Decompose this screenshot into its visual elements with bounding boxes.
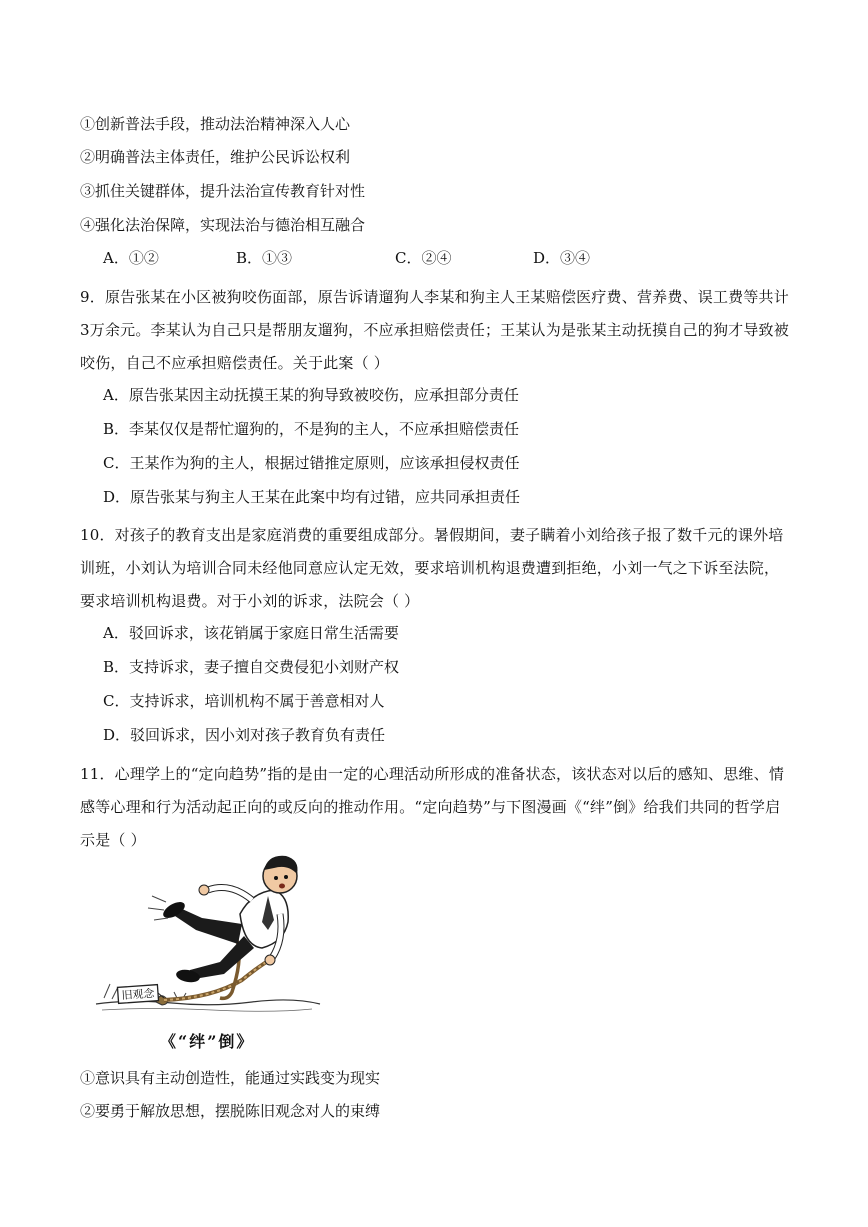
q8-item-3: ③抓住关键群体，提升法治宣传教育针对性: [80, 182, 366, 200]
q9-option-a: A．原告张某因主动抚摸王某的狗导致被咬伤，应承担部分责任: [103, 386, 519, 404]
q8-item-4: ④强化法治保障，实现法治与德治相互融合: [80, 216, 366, 234]
q8-options: [103, 247, 663, 269]
q9-option-d: D．原告张某与狗主人王某在此案中均有过错，应共同承担责任: [103, 488, 521, 506]
q8-option-a: A．①②: [103, 249, 159, 267]
q10-stem: 10．对孩子的教育支出是家庭消费的重要组成部分。暑假期间，妻子瞒着小刘给孩子报了数千元的课外培训班，小刘认为培训合同未经他同意应认定无效，要求培训机构退费遭到拒绝，小刘一气之下诉至法院，要求培训机构退费。对于小刘的诉求，法院会（ ）: [80, 526, 784, 610]
q10-option-c: C．支持诉求，培训机构不属于善意相对人: [103, 692, 385, 710]
q10-option-d: D．驳回诉求，因小刘对孩子教育负有责任: [103, 726, 386, 744]
q10-option-a: A．驳回诉求，该花销属于家庭日常生活需要: [103, 624, 399, 642]
q9-stem: 9．原告张某在小区被狗咬伤面部，原告诉请遛狗人李某和狗主人王某赔偿医疗费、营养费、误工费等共计3万余元。李某认为自己只是帮朋友遛狗，不应承担赔偿责任；王某认为是张某主动抚摸自己的狗才导致被咬伤，自己不应承担赔偿责任。关于此案（ ）: [80, 288, 789, 372]
q9-option-c: C．王某作为狗的主人，根据过错推定原则，应该承担侵权责任: [103, 454, 520, 472]
q11-item-2: ②要勇于解放思想，摆脱陈旧观念对人的束缚: [80, 1102, 381, 1120]
q11-item-1: ①意识具有主动创造性，能通过实践变为现实: [80, 1069, 381, 1087]
q8-item-2: ②明确普法主体责任，维护公民诉讼权利: [80, 148, 351, 166]
q8-option-d: D．③④: [533, 249, 591, 267]
q10-option-b: B．支持诉求，妻子擅自交费侵犯小刘财产权: [103, 658, 400, 676]
q9-option-b: B．李某仅仅是帮忙遛狗的，不是狗的主人，不应承担赔偿责任: [103, 420, 520, 438]
q8-option-c: C．②④: [395, 249, 452, 267]
q11-stem: 11．心理学上的“定向趋势”指的是由一定的心理活动所形成的准备状态，该状态对以后的感知、思维、情感等心理和行为活动起正向的或反向的推动作用。“定向趋势”与下图漫画《“绊”倒》给我们共同的哲学启示是（ ）: [80, 765, 785, 849]
q8-option-b: B．①③: [236, 249, 293, 267]
q8-item-1: ①创新普法手段，推动法治精神深入人心: [80, 115, 351, 133]
cartoon-caption: 《“绊”倒》: [160, 1032, 255, 1051]
cartoon-figure: [92, 852, 322, 1022]
cartoon-tag-label: 旧观念: [121, 986, 155, 1003]
